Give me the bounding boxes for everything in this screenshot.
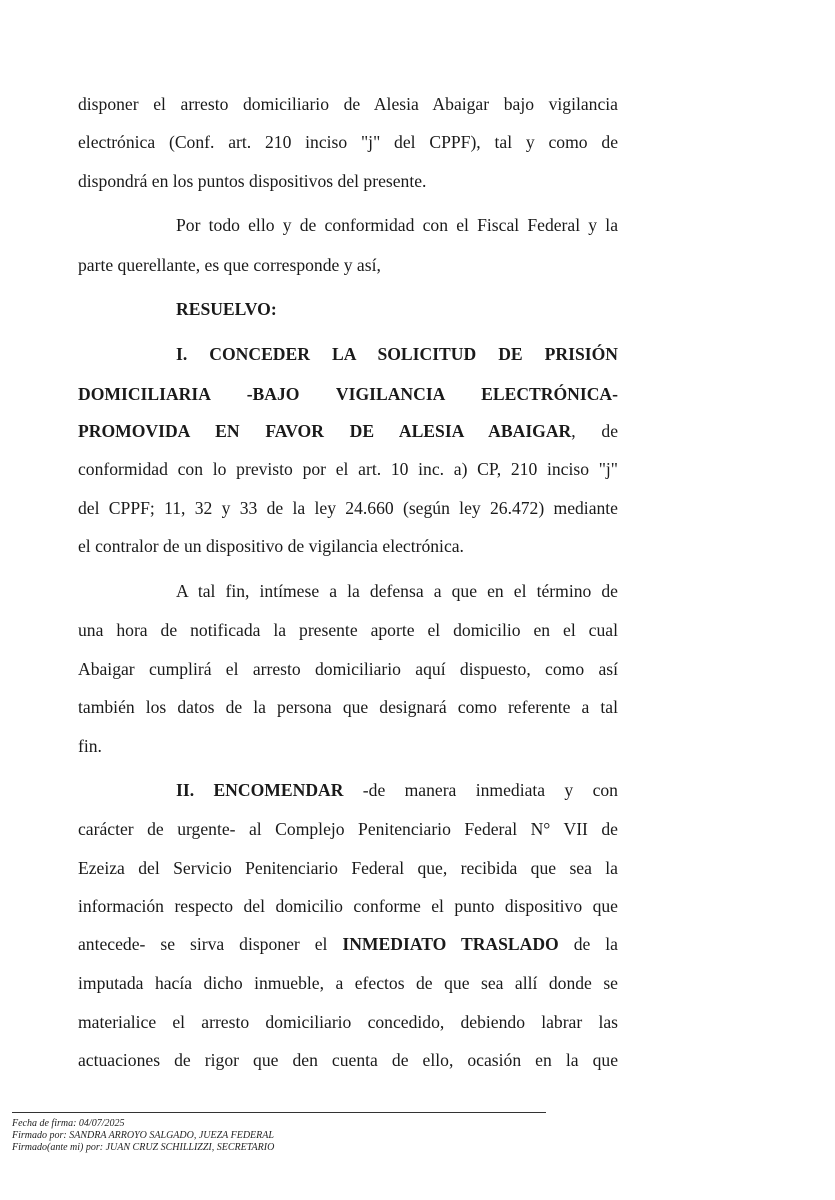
- point-2-line-7: materialice el arresto domiciliario concedido, debiendo labrar las: [78, 1012, 618, 1032]
- footer-signature-date: Fecha de firma: 04/07/2025: [12, 1118, 125, 1129]
- paragraph-2-line-1: Por todo ello y de conformidad con el Fiscal Federal y la: [176, 215, 618, 235]
- paragraph-3-line-5: fin.: [78, 736, 102, 756]
- footer-signed-by: Firmado por: SANDRA ARROYO SALGADO, JUEZA FEDERAL: [12, 1130, 274, 1141]
- point-2-line-8: actuaciones de rigor que den cuenta de ello, ocasión en la que: [78, 1050, 618, 1070]
- point-1-favor-text: PROMOVIDA EN FAVOR DE ALESIA ABAIGAR: [78, 421, 572, 441]
- point-2-encomendar-text: II. ENCOMENDAR: [176, 780, 344, 800]
- point-2-line-4: información respecto del domicilio conforme el punto dispositivo que: [78, 896, 618, 916]
- point-1-line-3-rest: , de: [571, 421, 618, 441]
- paragraph-1-line-1: disponer el arresto domiciliario de Alesia Abaigar bajo vigilancia: [78, 94, 618, 114]
- point-2-line-1-rest: -de manera inmediata y con: [343, 780, 618, 800]
- paragraph-3-line-4: también los datos de la persona que designará como referente a tal: [78, 697, 618, 717]
- point-1-line-3: [78, 420, 618, 442]
- point-2-traslado-text: INMEDIATO TRASLADO: [342, 934, 559, 954]
- point-2-line-5-start: antecede- se sirva disponer el: [78, 934, 343, 954]
- point-2-line-2: carácter de urgente- al Complejo Penitenciario Federal N° VII de: [78, 819, 618, 839]
- point-2-line-5: [78, 933, 618, 955]
- point-2-line-5-end: de la: [558, 934, 618, 954]
- point-1-line-2: DOMICILIARIA -BAJO VIGILANCIA ELECTRÓNICA-: [78, 384, 618, 404]
- point-2-line-6: imputada hacía dicho inmueble, a efectos de que sea allí donde se: [78, 973, 618, 993]
- footer-signed-before: Firmado(ante mi) por: JUAN CRUZ SCHILLIZZI, SECRETARIO: [12, 1142, 275, 1153]
- point-1-line-5: del CPPF; 11, 32 y 33 de la ley 24.660 (según ley 26.472) mediante: [78, 498, 618, 518]
- point-2-line-3: Ezeiza del Servicio Penitenciario Federal que, recibida que sea la: [78, 858, 618, 878]
- point-1-line-1: I. CONCEDER LA SOLICITUD DE PRISIÓN: [176, 344, 618, 364]
- paragraph-2-line-2: parte querellante, es que corresponde y así,: [78, 255, 381, 275]
- paragraph-3-line-2: una hora de notificada la presente aporte el domicilio en el cual: [78, 620, 618, 640]
- paragraph-3-line-3: Abaigar cumplirá el arresto domiciliario aquí dispuesto, como así: [78, 659, 618, 679]
- point-1-line-4: conformidad con lo previsto por el art. 10 inc. a) CP, 210 inciso "j": [78, 459, 618, 479]
- paragraph-3-line-1: A tal fin, intímese a la defensa a que en el término de: [176, 581, 618, 601]
- paragraph-1-line-3: dispondrá en los puntos dispositivos del presente.: [78, 171, 427, 191]
- paragraph-1-line-2: electrónica (Conf. art. 210 inciso "j" del CPPF), tal y como de: [78, 132, 618, 152]
- point-1-line-6: el contralor de un dispositivo de vigilancia electrónica.: [78, 536, 464, 556]
- point-2-line-1: [176, 779, 618, 801]
- footer-divider: [12, 1112, 546, 1113]
- resuelvo-heading: RESUELVO:: [176, 299, 277, 319]
